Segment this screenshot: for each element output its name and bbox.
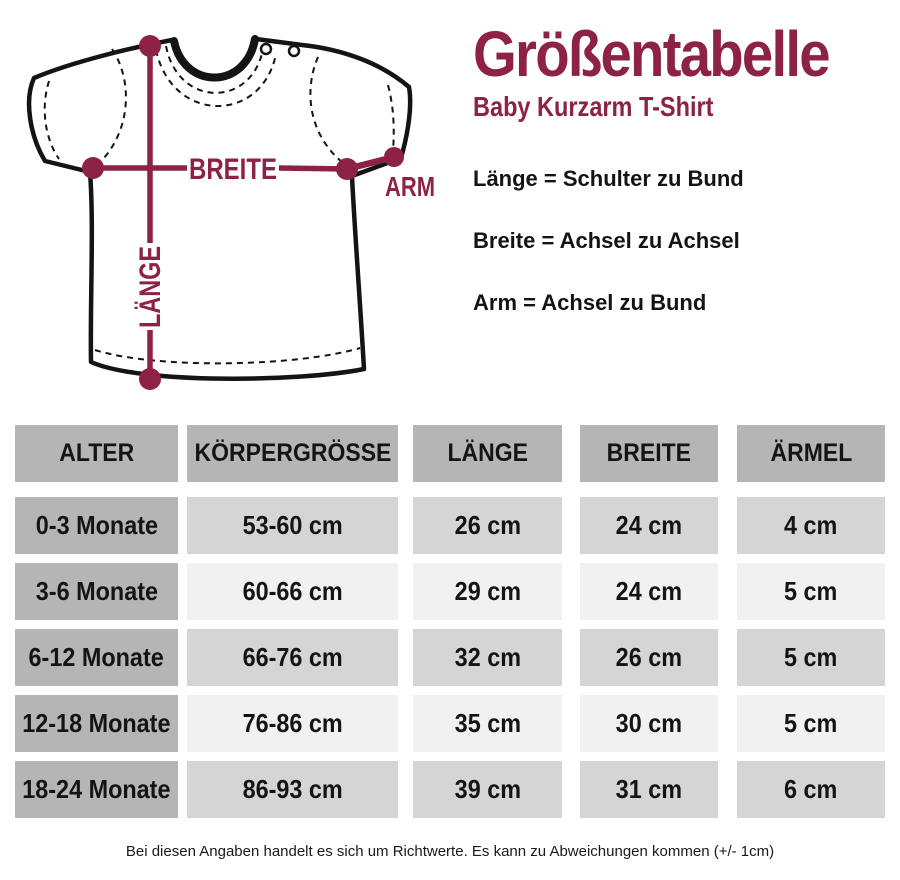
table-cell: 86-93 cm <box>187 761 398 818</box>
left-armpit-dot <box>82 157 104 179</box>
column-header-breite: BREITE <box>580 425 718 482</box>
table-cell: 39 cm <box>413 761 562 818</box>
table-cell: 60-66 cm <box>187 563 398 620</box>
tshirt-measurement-diagram <box>0 0 455 415</box>
measurement-definitions <box>473 166 744 352</box>
table-cell-age: 6-12 Monate <box>15 629 178 686</box>
hem-dot <box>139 368 161 390</box>
column-header-koerpergroesse: KÖRPERGRÖSSE <box>187 425 398 482</box>
table-cell: 32 cm <box>413 629 562 686</box>
tshirt-outline <box>29 39 410 379</box>
page-subtitle: Baby Kurzarm T-Shirt <box>473 91 714 122</box>
snap-button <box>261 44 271 54</box>
footnote: Bei diesen Angaben handelt es sich um Richtwerte. Es kann zu Abweichungen kommen (+/- 1cm) <box>125 843 775 860</box>
table-cell: 5 cm <box>737 695 885 752</box>
arm-label: ARM <box>385 171 435 202</box>
right-armpit-dot <box>336 158 358 180</box>
table-cell: 31 cm <box>580 761 718 818</box>
shoulder-dot <box>139 35 161 57</box>
table-cell: 30 cm <box>580 695 718 752</box>
breite-label: BREITE <box>189 153 277 186</box>
column-header-aermel: ÄRMEL <box>737 425 885 482</box>
laenge-label: LÄNGE <box>134 223 167 328</box>
table-cell-age: 18-24 Monate <box>15 761 178 818</box>
table-cell-age: 3-6 Monate <box>15 563 178 620</box>
title-block <box>473 18 877 122</box>
table-cell: 24 cm <box>580 497 718 554</box>
table-cell: 76-86 cm <box>187 695 398 752</box>
definition-breite: Breite = Achsel zu Achsel <box>473 228 740 253</box>
snap-button <box>289 46 299 56</box>
definition-laenge: Länge = Schulter zu Bund <box>473 166 744 191</box>
table-cell: 53-60 cm <box>187 497 398 554</box>
sleeve-end-dot <box>384 147 404 167</box>
table-cell: 66-76 cm <box>187 629 398 686</box>
table-cell: 35 cm <box>413 695 562 752</box>
table-cell: 29 cm <box>413 563 562 620</box>
page-title: Größentabelle <box>473 18 829 90</box>
table-cell: 4 cm <box>737 497 885 554</box>
table-cell: 5 cm <box>737 563 885 620</box>
table-cell: 26 cm <box>580 629 718 686</box>
column-header-alter: ALTER <box>15 425 178 482</box>
column-header-laenge: LÄNGE <box>413 425 562 482</box>
table-cell: 6 cm <box>737 761 885 818</box>
table-cell: 24 cm <box>580 563 718 620</box>
definition-arm: Arm = Achsel zu Bund <box>473 290 707 315</box>
table-cell-age: 12-18 Monate <box>15 695 178 752</box>
size-table <box>15 425 885 818</box>
table-cell: 5 cm <box>737 629 885 686</box>
table-cell-age: 0-3 Monate <box>15 497 178 554</box>
table-cell: 26 cm <box>413 497 562 554</box>
